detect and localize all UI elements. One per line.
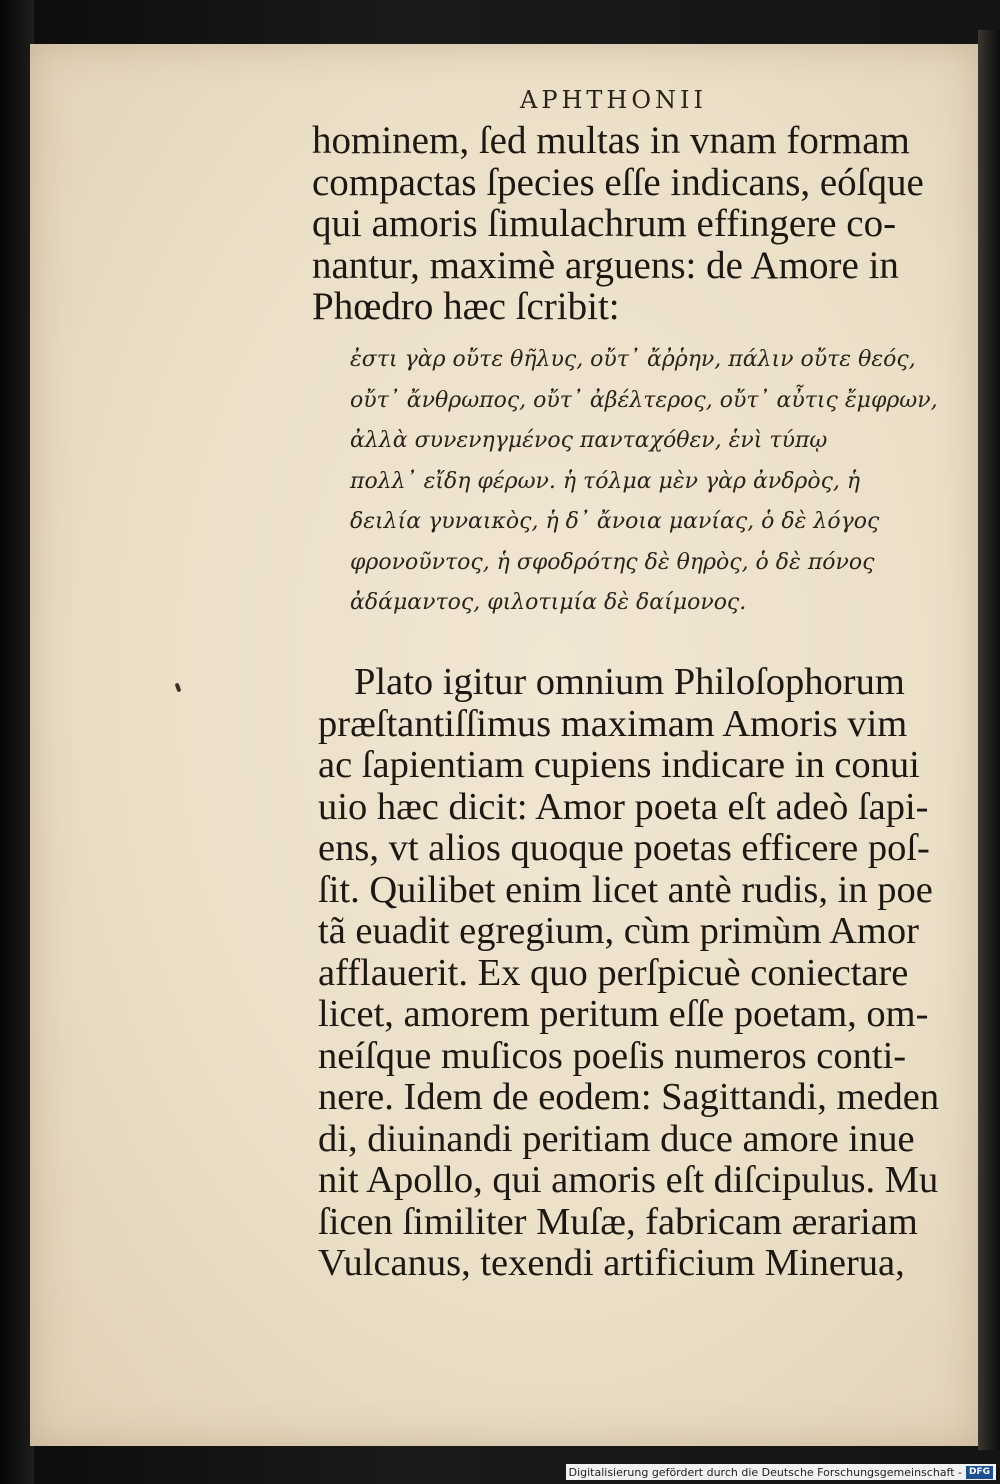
- greek-line: ἐστι γὰρ οὔτε θῆλυς, οὔτ᾽ ἄῤῥην, πάλιν οὔτε θεός,: [350, 347, 916, 372]
- text-line: tã euadit egregium, cùm primùm Amor: [318, 910, 919, 952]
- text-line: di, diuinandi peritiam duce amore inue: [318, 1117, 915, 1160]
- latin-text-block: [312, 120, 962, 328]
- text-line: ſicen ſimiliter Muſæ, fabricam ærariam: [318, 1200, 918, 1243]
- running-head: APHTHONII: [520, 86, 707, 114]
- text-line: qui amoris ſimulachrum effingere co-: [312, 202, 897, 245]
- text-line: hominem, ſed multas in vnam formam: [312, 119, 910, 162]
- funding-credit: Digitalisierung gefördert durch die Deutsche Forschungsgemeinschaft -: [568, 1465, 962, 1479]
- text-line: Phœdro hæc ſcribit:: [312, 285, 620, 328]
- text-line: licet, amorem peritum eſſe poetam, om-: [318, 993, 929, 1035]
- greek-quotation-block: [350, 340, 950, 624]
- text-line: nantur, maximè arguens: de Amore in: [312, 243, 899, 287]
- greek-line: δειλία γυναικὸς, ἡ δ᾽ ἄνοια μανίας, ὁ δὲ λόγος: [350, 509, 880, 534]
- body-text-block: [318, 662, 968, 1285]
- text-line: neíſque muſicos poeſis numeros conti-: [318, 1034, 907, 1077]
- greek-line: φρονοῦντος, ἡ σφοδρότης δὲ θηρὸς, ὁ δὲ πόνος: [350, 549, 875, 575]
- dfg-logo: DFG: [966, 1466, 993, 1479]
- text-line: compactas ſpecies eſſe indicans, eóſque: [312, 160, 924, 204]
- text-line: ſit. Quilibet enim licet antè rudis, in poe: [318, 868, 933, 911]
- text-line: Vulcanus, texendi artificium Minerua,: [318, 1242, 905, 1284]
- text-line: afflauerit. Ex quo perſpicuè coniectare: [318, 951, 909, 994]
- text-line: ens, vt alios quoque poetas efficere poſ-: [318, 827, 930, 869]
- text-line: nit Apollo, qui amoris eſt diſcipulus. Mu: [318, 1159, 939, 1201]
- binding-shadow: [0, 0, 34, 1484]
- greek-line: ἀλλὰ συνενηγμένος πανταχόθεν, ἑνὶ τύπῳ: [350, 428, 828, 453]
- greek-line: οὔτ᾽ ἄνθρωπος, οὔτ᾽ ἀβέλτερος, οὔτ᾽ αὖτις ἔμφρων,: [350, 387, 938, 413]
- greek-line: ἀδάμαντος, φιλοτιμία δὲ δαίμονος.: [350, 590, 747, 615]
- page-edge: [978, 30, 1000, 1450]
- text-line: nere. Idem de eodem: Sagittandi, meden: [318, 1076, 940, 1118]
- text-line: præſtantiſſimus maximam Amoris vim: [318, 702, 908, 745]
- text-line: ac ſapientiam cupiens indicare in conui: [318, 744, 920, 786]
- digitization-footer: [566, 1464, 996, 1480]
- greek-line: πολλ᾽ εἴδη φέρων. ἡ τόλμα μὲν γὰρ ἀνδρὸς, ἡ: [350, 468, 861, 494]
- text-line: Plato igitur omnium Philoſophorum: [354, 661, 905, 703]
- text-line: uio hæc dicit: Amor poeta eſt adeò ſapi-: [318, 785, 929, 828]
